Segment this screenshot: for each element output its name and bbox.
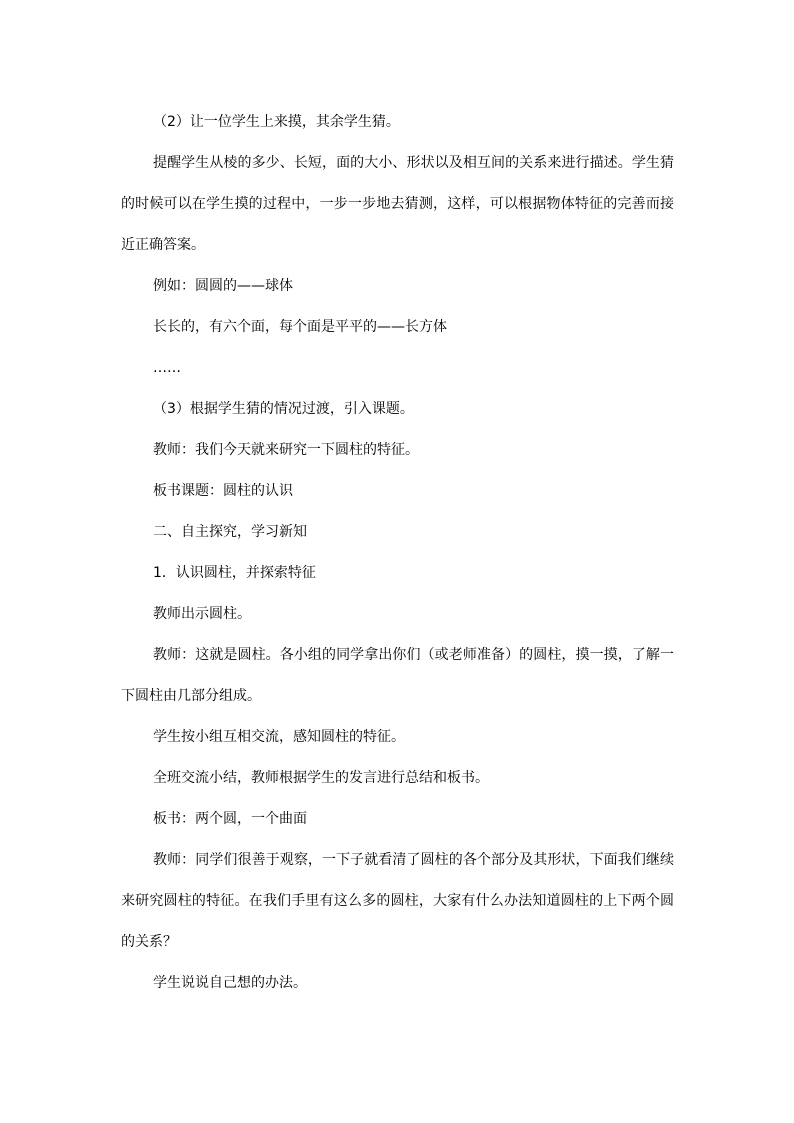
paragraph-example-cuboid: 长长的，有六个面，每个面是平平的——长方体 xyxy=(153,319,447,335)
paragraph-transition: （3）根据学生猜的情况过渡，引入课题。 xyxy=(153,401,414,417)
document-body xyxy=(121,102,674,1004)
paragraph-teacher-observe: 教师：同学们很善于观察，一下子就看清了圆柱的各个部分及其形状，下面我们继续来研究圆柱的特征。在我们手里有这么多的圆柱，大家有什么办法知道圆柱的上下两个圆的关系？ xyxy=(121,852,674,950)
paragraph-group-exchange: 学生按小组互相交流，感知圆柱的特征。 xyxy=(153,729,405,745)
paragraph-class-summary: 全班交流小结，教师根据学生的发言进行总结和板书。 xyxy=(153,770,489,786)
paragraph-students-methods: 学生说说自己想的办法。 xyxy=(153,975,307,991)
paragraph-board-title: 板书课题：圆柱的认识 xyxy=(153,483,293,499)
paragraph-board-circles: 板书：两个圆，一个曲面 xyxy=(153,811,307,827)
paragraph-hint-description: 提醒学生从棱的多少、长短，面的大小、形状以及相互间的关系来进行描述。学生猜的时候可以在学生摸的过程中，一步一步地去猜测，这样，可以根据物体特征的完善而接近正确答案。 xyxy=(121,155,674,253)
paragraph-teacher-cylinder: 教师：这就是圆柱。各小组的同学拿出你们（或老师准备）的圆柱，摸一摸，了解一下圆柱由几部分组成。 xyxy=(121,647,674,704)
paragraph-show-cylinder: 教师出示圆柱。 xyxy=(153,606,251,622)
paragraph-teacher-intro: 教师：我们今天就来研究一下圆柱的特征。 xyxy=(153,442,419,458)
paragraph-ellipsis: …… xyxy=(153,360,181,376)
section-heading-explore: 二、自主探究，学习新知 xyxy=(153,524,307,540)
paragraph-example-sphere: 例如：圆圆的——球体 xyxy=(153,278,293,294)
subheading-recognize-cylinder: 1．认识圆柱，并探索特征 xyxy=(153,565,316,581)
paragraph-guess-activity: （2）让一位学生上来摸，其余学生猜。 xyxy=(153,114,400,130)
